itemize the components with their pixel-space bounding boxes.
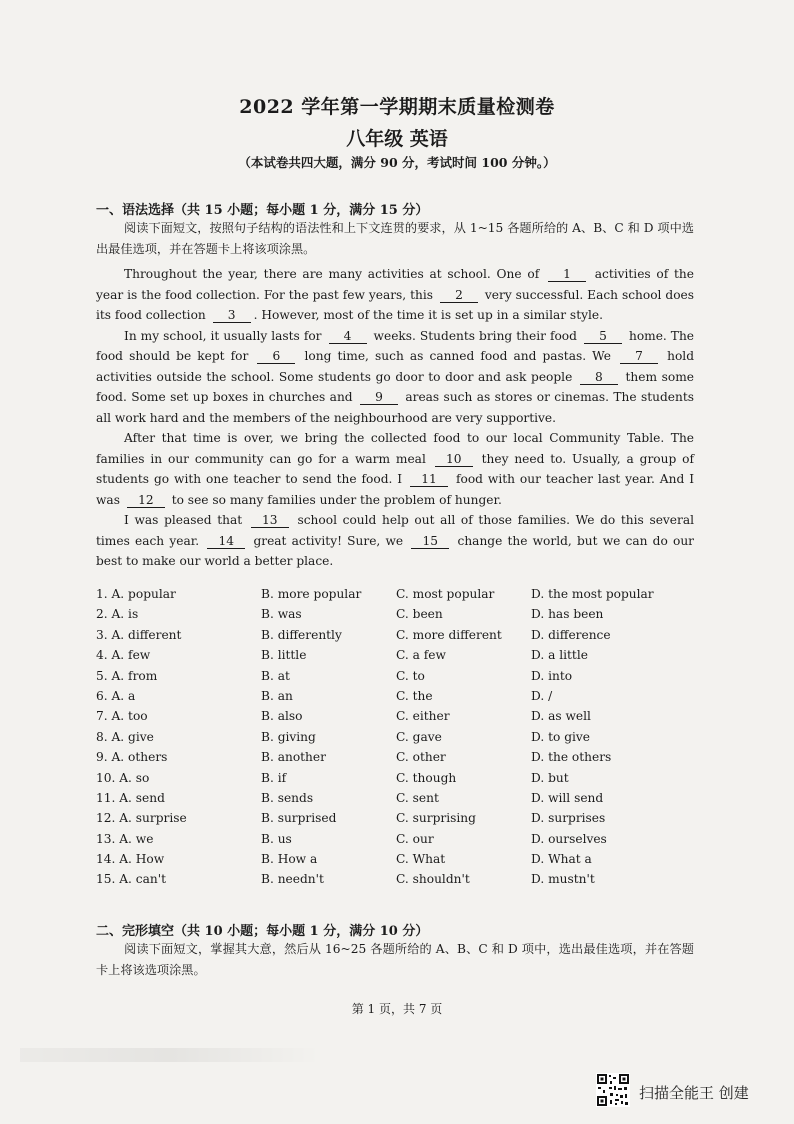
option-1-A: 1. A. popular <box>96 587 176 601</box>
blank-14: 14 <box>207 534 245 549</box>
blank-12: 12 <box>127 493 165 508</box>
blank-6: 6 <box>257 349 295 364</box>
passage-text: school could help out all of those families. We do this several times each year. <box>96 513 695 548</box>
option-2-C: C. been <box>396 607 443 622</box>
option-15-D: D. mustn't <box>531 872 595 887</box>
option-7-A: 7. A. too <box>96 709 148 724</box>
option-5-B: B. at <box>261 668 290 683</box>
option-4-A: 4. A. few <box>96 648 151 663</box>
option-9-D: D. the others <box>531 750 612 765</box>
option-11-C: C. sent <box>396 790 439 805</box>
option-4-B: B. little <box>261 648 307 663</box>
qr-code-icon <box>596 1073 630 1107</box>
option-4-D: D. a little <box>531 648 588 663</box>
option-row <box>96 730 696 750</box>
option-6-D: D. / <box>531 688 553 703</box>
option-2-A: 2. A. is <box>96 607 139 622</box>
option-15-A: 15. A. can't <box>96 872 166 887</box>
passage-text: I was pleased that <box>124 513 248 527</box>
option-15-B: B. needn't <box>261 872 324 887</box>
page-number: 第 1 页，共 7 页 <box>351 1002 443 1016</box>
blank-5: 5 <box>584 329 622 344</box>
passage-text: great activity! Sure, we <box>248 533 409 548</box>
passage-text: hold activities outside the school. Some students go door to door and ask people <box>96 349 694 384</box>
option-3-B: B. differently <box>261 627 342 642</box>
passage-text: Throughout the year, there are many activities at school. One of <box>124 267 545 281</box>
option-15-C: C. shouldn't <box>396 872 470 887</box>
option-row <box>96 852 696 872</box>
blank-11: 11 <box>410 472 448 487</box>
option-3-D: D. difference <box>531 627 611 642</box>
option-13-B: B. us <box>261 831 292 846</box>
option-2-D: D. has been <box>531 607 604 622</box>
option-7-B: B. also <box>261 709 303 724</box>
section1-heading: 一、语法选择（共 15 小题；每小题 1 分，满分 15 分） <box>96 203 429 218</box>
passage-text: they need to. Usually, a group of students go with one teacher to send the food. I <box>96 451 695 486</box>
option-8-A: 8. A. give <box>96 729 154 744</box>
blank-10: 10 <box>435 452 473 467</box>
option-13-D: D. ourselves <box>531 831 607 846</box>
exam-subtitle: 八年级 英语 <box>346 128 448 150</box>
option-12-C: C. surprising <box>396 811 476 826</box>
option-4-C: C. a few <box>396 648 446 663</box>
option-10-D: D. but <box>531 770 569 785</box>
exam-title: 2022 学年第一学期期末质量检测卷 <box>239 96 555 118</box>
option-11-A: 11. A. send <box>96 790 165 805</box>
option-row <box>96 832 696 852</box>
passage-text: In my school, it usually lasts for <box>124 328 326 343</box>
option-8-B: B. giving <box>261 729 316 744</box>
option-row <box>96 628 696 648</box>
passage-text: very successful. Each school does its food collection <box>96 287 694 322</box>
section2-heading: 二、完形填空（共 10 小题；每小题 1 分，满分 10 分） <box>96 924 429 939</box>
option-12-B: B. surprised <box>261 811 337 826</box>
passage-paragraph <box>96 428 694 510</box>
option-1-C: C. most popular <box>396 587 495 601</box>
option-12-D: D. surprises <box>531 811 606 826</box>
blank-2: 2 <box>440 288 478 303</box>
option-row <box>96 709 696 729</box>
option-9-B: B. another <box>261 750 326 765</box>
option-14-A: 14. A. How <box>96 852 165 867</box>
options-table <box>96 587 696 893</box>
exam-note: （本试卷共四大题，满分 90 分，考试时间 100 分钟。） <box>238 155 556 170</box>
option-6-B: B. an <box>261 688 293 703</box>
option-row <box>96 689 696 709</box>
option-7-D: D. as well <box>531 709 591 724</box>
option-8-D: D. to give <box>531 729 590 744</box>
scan-smudge <box>20 1048 320 1062</box>
option-14-C: C. What <box>396 852 446 867</box>
option-row <box>96 872 696 892</box>
option-6-C: C. the <box>396 688 433 703</box>
passage-text: After that time is over, we bring the collected food to our local Community Table. The families in our community can go for a warm meal <box>96 431 694 466</box>
option-13-C: C. our <box>396 831 434 846</box>
passage-text: food with our teacher last year. And I was <box>96 472 695 507</box>
option-2-B: B. was <box>261 607 302 622</box>
passage-text: to see so many families under the problem of hunger. <box>167 492 502 507</box>
option-1-B: B. more popular <box>261 587 362 601</box>
passage-text: activities of the year is the food collection. For the past few years, this <box>96 267 694 302</box>
option-row <box>96 587 696 607</box>
passage <box>96 264 694 572</box>
passage-text: long time, such as canned food and pastas. We <box>298 349 618 363</box>
blank-15: 15 <box>411 534 449 549</box>
blank-1: 1 <box>548 267 586 282</box>
option-11-B: B. sends <box>261 790 314 805</box>
option-9-A: 9. A. others <box>96 750 168 765</box>
passage-paragraph <box>96 264 694 326</box>
option-6-A: 6. A. a <box>96 688 136 703</box>
option-1-D: D. the most popular <box>531 587 654 601</box>
option-14-B: B. How a <box>261 852 318 867</box>
option-3-A: 3. A. different <box>96 627 182 642</box>
option-13-A: 13. A. we <box>96 831 154 846</box>
option-5-D: D. into <box>531 668 573 683</box>
passage-paragraph <box>96 510 694 572</box>
section2-instructions: 阅读下面短文，掌握其大意，然后从 16~25 各题所给的 A、B、C 和 D 项中，选出最佳选项，并在答题卡上将该选项涂黑。 <box>96 942 694 977</box>
option-row <box>96 648 696 668</box>
option-row <box>96 669 696 689</box>
passage-paragraph <box>96 326 694 429</box>
option-12-A: 12. A. surprise <box>96 811 187 826</box>
option-8-C: C. gave <box>396 729 442 744</box>
option-11-D: D. will send <box>531 790 604 805</box>
passage-text: areas such as stores or cinemas. The students all work hard and the members of the neighbourhood are very supportive. <box>96 390 694 425</box>
option-3-C: C. more different <box>396 627 502 642</box>
option-row <box>96 750 696 770</box>
option-10-B: B. if <box>261 770 287 785</box>
option-row <box>96 811 696 831</box>
blank-13: 13 <box>251 513 289 528</box>
option-row <box>96 771 696 791</box>
blank-4: 4 <box>329 329 367 344</box>
blank-8: 8 <box>580 370 618 385</box>
scanner-brand-label: 扫描全能王 创建 <box>639 1084 749 1102</box>
option-10-C: C. though <box>396 770 457 785</box>
option-row <box>96 607 696 627</box>
option-10-A: 10. A. so <box>96 770 150 785</box>
section1-instructions: 阅读下面短文，按照句子结构的语法性和上下文连贯的要求，从 1~15 各题所给的 A、B、C 和 D 项中选出最佳选项，并在答题卡上将该项涂黑。 <box>96 221 694 256</box>
blank-7: 7 <box>620 349 658 364</box>
blank-9: 9 <box>360 390 398 405</box>
option-14-D: D. What a <box>531 852 592 867</box>
passage-text: them some food. Some set up boxes in churches and <box>96 369 694 404</box>
blank-3: 3 <box>213 308 251 323</box>
option-5-C: C. to <box>396 668 425 683</box>
option-9-C: C. other <box>396 750 446 765</box>
option-row <box>96 791 696 811</box>
passage-text: . However, most of the time it is set up in a similar style. <box>253 308 603 322</box>
passage-text: change the world, but we can do our best to make our world a better place. <box>96 533 695 568</box>
passage-text: home. The food should be kept for <box>96 328 695 363</box>
passage-text: weeks. Students bring their food <box>369 328 581 343</box>
option-5-A: 5. A. from <box>96 668 158 683</box>
option-7-C: C. either <box>396 709 450 724</box>
